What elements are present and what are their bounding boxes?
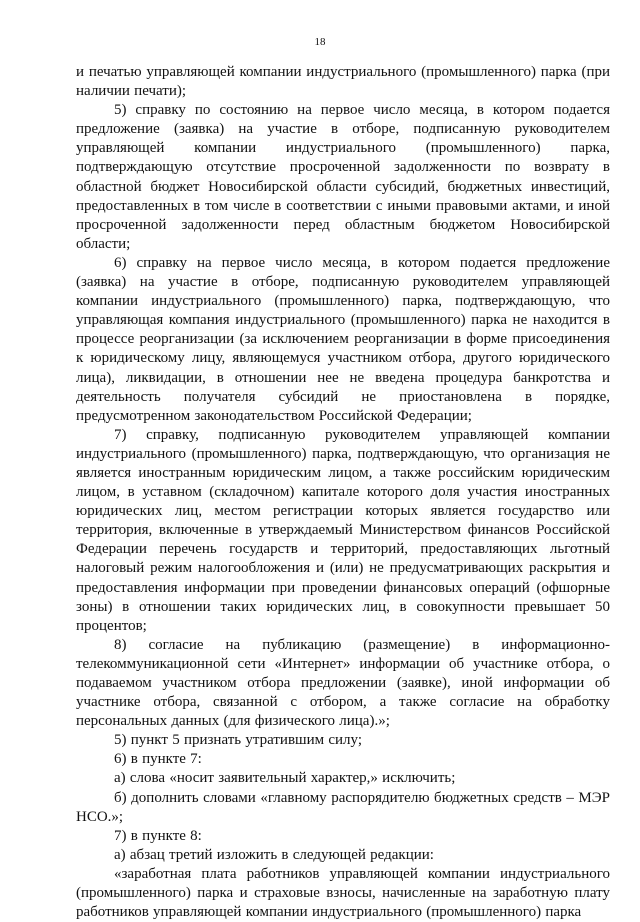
- paragraph-amendment-7a: а) абзац третий изложить в следующей редакции:: [114, 846, 434, 863]
- paragraph-item-5-debt-certificate: 5) справку по состоянию на первое число месяца, в котором подается предложение (заявка) на участие в отборе, подписанную руководителем управляющей компании индустриального (промышленного) парка, подтверждающую отсутствие просроченной задолженности по возврату в областной бюджет Новосибирской области субсидий, бюджетных инвестиций, предоставленных в том числе в соответствии с иными правовыми актами, и иной просроченной задолженности перед областным бюджетом Новосибирской области;: [76, 102, 610, 252]
- paragraph-amendment-6a: а) слова «носит заявительный характер,» исключить;: [114, 770, 456, 787]
- paragraph-item-8-publication-consent: 8) согласие на публикацию (размещение) в информационно-телекоммуникационной сети «Интернет» информации об участнике отбора, о подаваемом участником отбора предложении (заявке), иной информации об участнике отбора, связанной с отбором, а также согласие на обработку персональных данных (для физического лица).»;: [76, 636, 610, 730]
- paragraph-continuation: и печатью управляющей компании индустриального (промышленного) парка (при наличии печати);: [76, 64, 610, 100]
- paragraph-new-wording: «заработная плата работников управляющей компании индустриального (промышленного) парка и страховые взносы, начисленные на заработную плату работников управляющей компании индустриального (промышленного) парка: [76, 865, 610, 921]
- page-number: 18: [314, 36, 326, 48]
- paragraph-item-6-reorganization-certificate: 6) справку на первое число месяца, в котором подается предложение (заявка) на участие в отборе, подписанную руководителем управляющей компании индустриального (промышленного) парка, подтверждающую, что управляющая компания индустриального (промышленного) парка не находится в процессе реорганизации (за исключением реорганизации в форме присоединения к юридическому лицу, являющемуся участником отбора, другого юридического лица), ликвидации, в отношении нее не введена процедура банкротства и деятельность получателя субсидий не приостановлена в порядке, предусмотренном законодательством Российской Федерации;: [76, 254, 610, 424]
- paragraph-amendment-5: 5) пункт 5 признать утратившим силу;: [114, 732, 363, 749]
- paragraph-amendment-6b: б) дополнить словами «главному распорядителю бюджетных средств – МЭР НСО.»;: [76, 789, 610, 825]
- document-body: [76, 63, 610, 922]
- paragraph-amendment-6: 6) в пункте 7:: [114, 751, 202, 768]
- paragraph-amendment-7: 7) в пункте 8:: [114, 827, 202, 844]
- paragraph-item-7-foreign-entity-certificate: 7) справку, подписанную руководителем управляющей компании индустриального (промышленного) парка, подтверждающую, что организация не является иностранным юридическим лицом, а также российским юридическим лицом, в уставном (складочном) капитале которого доля участия иностранных юридических лиц, местом регистрации которых является государство или территория, включенные в утверждаемый Министерством финансов Российской Федерации перечень государств и территорий, предоставляющих льготный налоговый режим налогообложения и (или) не предусматривающих раскрытия и предоставления информации при проведении финансовых операций (офшорные зоны) в отношении таких юридических лиц, в совокупности превышает 50 процентов;: [76, 426, 610, 634]
